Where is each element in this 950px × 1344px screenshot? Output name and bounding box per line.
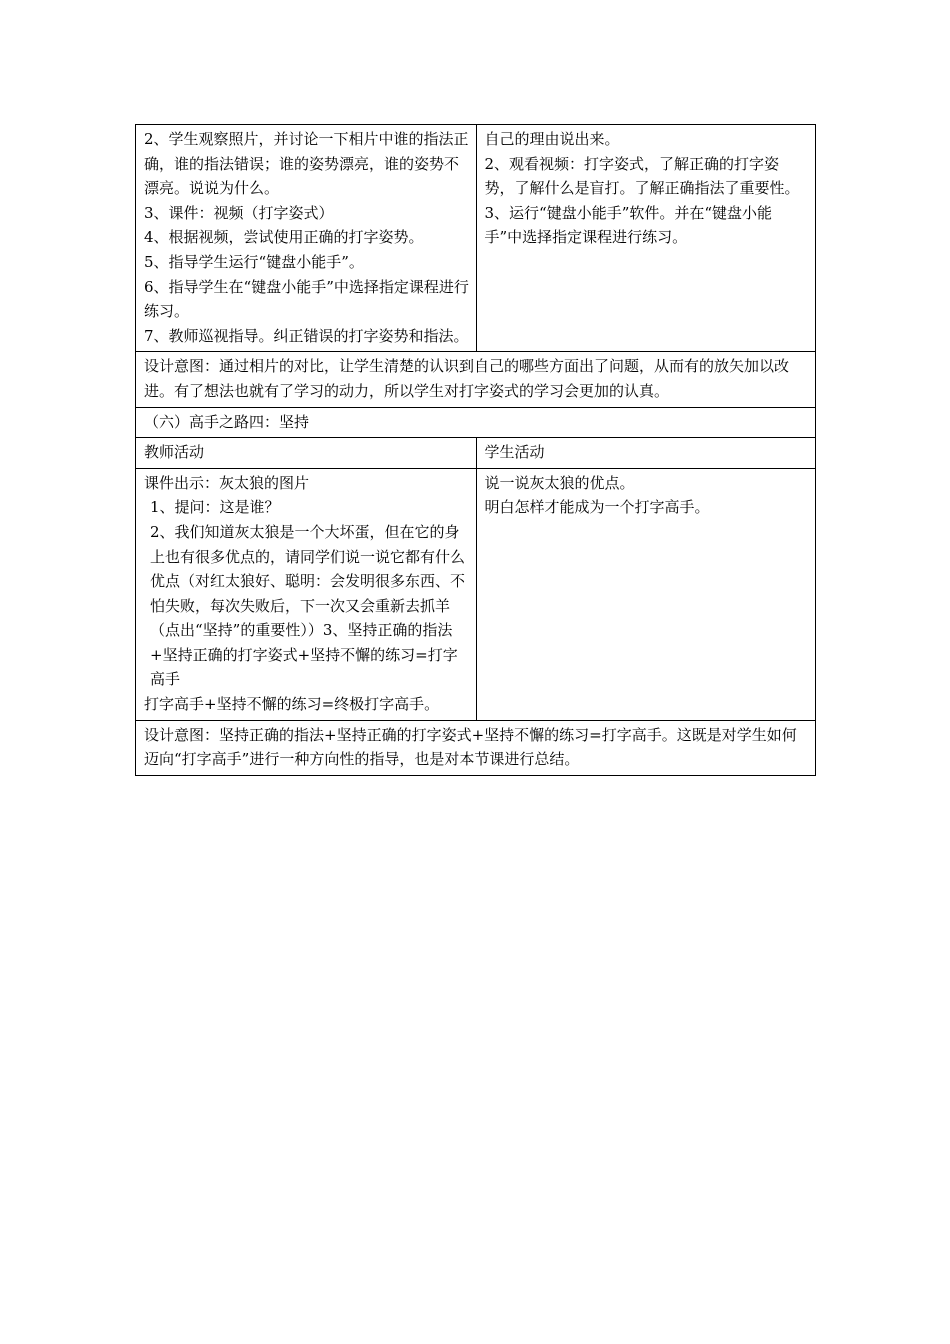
list-item: 6、指导学生在“键盘小能手”中选择指定课程进行练习。 [144,277,469,321]
section-title: （六）高手之路四：坚持 [136,407,816,438]
list-item: 自己的理由说出来。 [484,130,620,148]
table-row [136,720,816,775]
list-item: 打字高手+坚持不懈的练习=终极打字高手。 [144,695,440,714]
list-item: 5、指导学生运行“键盘小能手”。 [144,252,364,271]
list-item: 2、我们知道灰太狼是一个大坏蛋，但在它的身上也有很多优点的，请同学们说一说它都有什么优点（对红太狼好、聪明：会发明很多东西、不怕失败，每次失败后，下一次又会重新去抓羊（点出“坚持”的重要性））3、坚持正确的指法+坚持正确的打字姿式+坚持不懈的练习=打字高手 [150,522,466,689]
student-activity-cell [476,468,816,720]
student-activity-cell [476,125,816,352]
table-row [136,125,816,352]
list-item: 2、观看视频：打字姿式，了解正确的打字姿势，了解什么是盲打。了解正确指法了重要性。 [484,154,800,198]
table-row [136,407,816,438]
table-row [136,468,816,720]
teacher-activity-cell [136,468,477,720]
list-item: 3、运行“键盘小能手”软件。并在“键盘小能手”中选择指定课程进行练习。 [484,203,773,247]
table-row [136,438,816,469]
list-item: 2、学生观察照片，并讨论一下相片中谁的指法正确，谁的指法错误；谁的姿势漂亮，谁的姿势不漂亮。说说为什么。 [144,130,469,198]
list-item: 3、课件：视频（打字姿式） [144,203,334,222]
list-item: 明白怎样才能成为一个打字高手。 [484,498,710,517]
table-row [136,352,816,407]
list-item: 4、根据视频，尝试使用正确的打字姿势。 [144,228,424,247]
list-item: 1、提问：这是谁？ [150,498,280,517]
list-item: 课件出示：灰太狼的图片 [144,473,310,492]
lesson-plan-table [135,124,816,776]
teacher-activity-header: 教师活动 [136,438,477,469]
design-intent-2: 设计意图：坚持正确的指法+坚持正确的打字姿式+坚持不懈的练习=打字高手。这既是对学生如何迈向“打字高手”进行一种方向性的指导，也是对本节课进行总结。 [136,720,816,775]
list-item: 7、教师巡视指导。纠正错误的打字姿势和指法。 [144,326,469,345]
teacher-activity-cell [136,125,477,352]
list-item: 说一说灰太狼的优点。 [484,473,635,492]
design-intent-1: 设计意图：通过相片的对比，让学生清楚的认识到自己的哪些方面出了问题，从而有的放矢加以改进。有了想法也就有了学习的动力，所以学生对打字姿式的学习会更加的认真。 [136,352,816,407]
student-activity-header: 学生活动 [476,438,816,469]
